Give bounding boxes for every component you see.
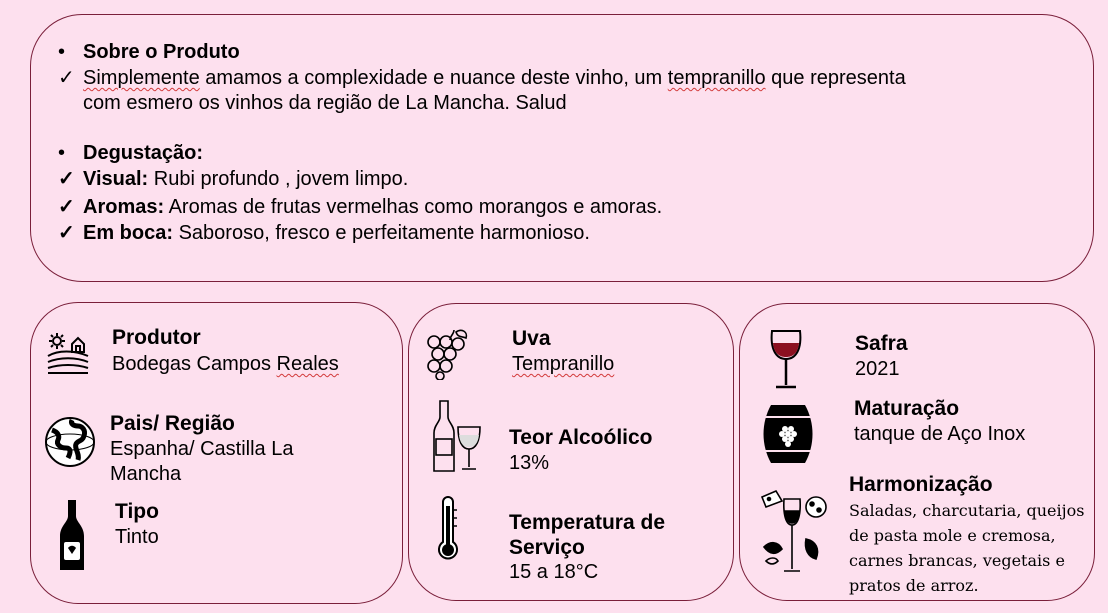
boca-row [58, 221, 590, 246]
sobre-text-row1 [58, 66, 906, 91]
visual-row [58, 167, 408, 192]
maturacao-value: tanque de Aço Inox [854, 423, 1026, 445]
wine-glass-icon [768, 329, 804, 391]
aromas-row [58, 195, 662, 220]
harmonizacao-line2: de pasta mole e cremosa, [849, 526, 1056, 545]
aromas-label: Aromas: [83, 196, 165, 218]
safra-label: Safra [855, 332, 908, 355]
barrel-icon [763, 403, 813, 465]
produtor-value-b: Reales [276, 353, 339, 375]
safra-value: 2021 [855, 358, 900, 380]
harmonizacao-line1: Saladas, charcutaria, queijos [849, 501, 1085, 520]
pais-line2: Mancha [110, 463, 182, 485]
bullet-marker: • [58, 41, 66, 63]
produtor-value-a: Bodegas Campos [112, 353, 277, 375]
sobre-word-simplemente: Simplemente [83, 67, 200, 89]
check-marker: ✓ [58, 196, 75, 218]
wine-bottle-icon [58, 498, 86, 572]
globe-icon [42, 416, 98, 468]
check-marker: ✓ [58, 168, 75, 190]
check-marker: ✓ [58, 67, 75, 89]
teor-value: 13% [509, 452, 550, 474]
sobre-text-mid: amamos a complexidade e nuance deste vinho, um [199, 67, 668, 89]
boca-value: Saboroso, fresco e perfeitamente harmonioso. [173, 222, 590, 244]
sobre-word-tempranillo: tempranillo [667, 67, 766, 89]
thermometer-icon [437, 496, 459, 562]
sobre-text-end: que representa [765, 67, 906, 89]
temperatura-label-line2: Serviço [509, 536, 585, 559]
degustacao-heading-row [58, 141, 203, 166]
food-pairing-icon [760, 489, 828, 577]
temperatura-label-line1: Temperatura de [509, 511, 665, 534]
degustacao-heading: Degustação: [83, 142, 204, 164]
tipo-value: Tinto [115, 526, 159, 548]
boca-label: Em boca: [83, 222, 174, 244]
produtor-label: Produtor [112, 326, 201, 349]
produtor-value [112, 352, 339, 377]
tipo-label: Tipo [115, 500, 159, 523]
maturacao-label: Maturação [854, 397, 960, 420]
check-marker: ✓ [58, 222, 75, 244]
visual-value: Rubi profundo , jovem limpo. [148, 168, 409, 190]
uva-value: Tempranillo [512, 353, 615, 375]
sobre-text-row2: com esmero os vinhos da região de La Mancha. Salud [83, 92, 567, 114]
pais-line1: Espanha/ Castilla La [110, 438, 294, 460]
temperatura-value: 15 a 18°C [509, 561, 599, 583]
harmonizacao-label: Harmonização [849, 473, 993, 496]
farm-icon [46, 332, 90, 374]
sobre-heading: Sobre o Produto [83, 41, 240, 63]
aromas-value: Aromas de frutas vermelhas como morangos e amoras. [164, 196, 663, 218]
pais-label: Pais/ Região [110, 412, 235, 435]
harmonizacao-line4: pratos de arroz. [849, 576, 979, 595]
grapes-icon [424, 326, 472, 380]
bottle-glass-icon [432, 399, 484, 473]
visual-label: Visual: [83, 168, 149, 190]
sobre-heading-row [58, 40, 240, 65]
uva-label: Uva [512, 327, 551, 350]
teor-label: Teor Alcoólico [509, 426, 653, 449]
bullet-marker: • [58, 142, 66, 164]
harmonizacao-line3: carnes brancas, vegetais e [849, 551, 1065, 570]
